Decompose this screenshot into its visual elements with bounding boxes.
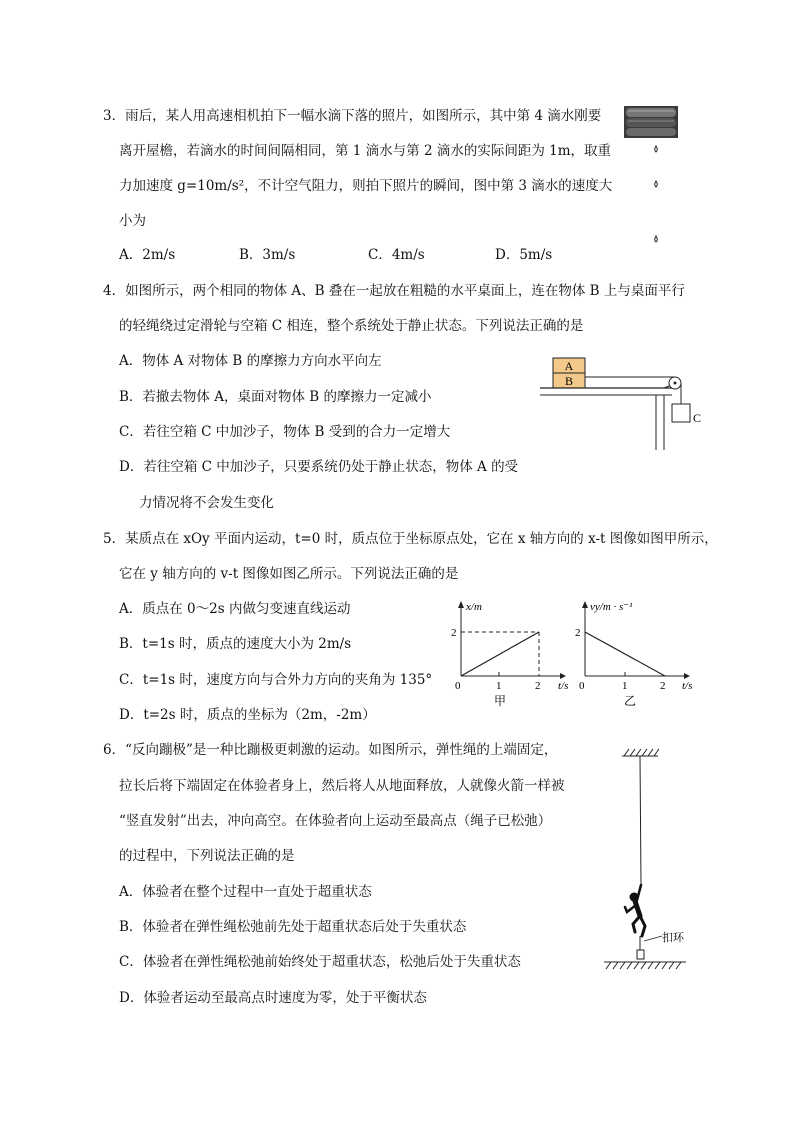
yi-data-line [585, 632, 665, 676]
q3-line-3: 力加速度 g=10m/s²，不计空气阻力，则拍下照片的瞬间，图中第 3 滴水的速度大 [119, 178, 613, 194]
q6-option-c: C．体验者在弹性绳松弛前始终处于超重状态，松弛后处于失重状态 [119, 954, 521, 970]
q4-line-1: 4．如图所示，两个相同的物体 A、B 叠在一起放在粗糙的水平桌面上，连在物体 B 上与桌面平行 [103, 283, 685, 299]
reverse-bungee-figure [600, 744, 692, 976]
q3-line-1: 3．雨后，某人用高速相机拍下一幅水滴下落的照片，如图所示，其中第 4 滴水刚要 [103, 108, 602, 124]
ground-hatch [604, 962, 686, 969]
buckle-pointer [644, 936, 662, 941]
q5-line-1: 5．某质点在 xOy 平面内运动，t=0 时，质点位于坐标原点处，它在 x 轴方向的 x-t 图像如图甲所示， [103, 531, 718, 547]
water-drop-figure [622, 104, 682, 250]
jia-ytick-2: 2 [451, 627, 457, 639]
q3-option-c: C．4m/s [368, 247, 425, 263]
jia-caption: 甲 [494, 694, 507, 708]
q4-option-a: A．物体 A 对物体 B 的摩擦力方向水平向左 [119, 353, 382, 369]
q5-option-a: A．质点在 0～2s 内做匀变速直线运动 [119, 601, 351, 617]
q5-option-c: C．t=1s 时，速度方向与合外力方向的夹角为 135° [119, 672, 433, 688]
yi-ylabel: vy/m · s⁻¹ [590, 601, 633, 613]
vt-graph-yi [572, 596, 702, 712]
jia-xtick-1: 1 [496, 680, 502, 692]
roof-tiles-image [624, 106, 678, 138]
q4-option-d-cont: 力情况将不会发生变化 [139, 495, 274, 511]
jia-origin: 0 [455, 680, 461, 692]
yi-xlabel: t/s [682, 680, 693, 692]
q3-option-b: B．3m/s [239, 247, 296, 263]
q6-option-b: B．体验者在弹性绳松弛前先处于超重状态后处于失重状态 [119, 919, 467, 935]
pulley-axle [674, 382, 677, 385]
q4-option-d: D．若往空箱 C 中加沙子，只要系统仍处于静止状态，物体 A 的受 [119, 459, 519, 475]
jumper-figure [625, 885, 645, 936]
q5-option-b: B．t=1s 时，质点的速度大小为 2m/s [119, 636, 352, 652]
q6-line-3: “竖直发射”出去，冲向高空。在体验者向上运动至最高点（绳子已松弛） [119, 813, 552, 829]
yi-xtick-1: 1 [622, 680, 628, 692]
q6-line-2: 拉长后将下端固定在体验者身上，然后将人从地面释放，人就像火箭一样被 [119, 778, 565, 794]
jia-data-line [461, 632, 539, 676]
box-c [672, 404, 690, 422]
q6-option-d: D．体验者运动至最高点时速度为零，处于平衡状态 [119, 990, 427, 1006]
q6-line-1: 6．“反向蹦极”是一种比蹦极更刺激的运动。如图所示，弹性绳的上端固定， [103, 742, 558, 758]
water-drop-3 [655, 236, 658, 242]
yi-x-arrow [684, 673, 690, 679]
q5-line-2: 它在 y 轴方向的 v-t 图像如图乙所示。下列说法正确的是 [119, 566, 459, 582]
yi-xtick-2: 2 [660, 680, 666, 692]
q3-option-d: D．5m/s [495, 247, 553, 263]
q4-line-2: 的轻绳绕过定滑轮与空箱 C 相连，整个系统处于静止状态。下列说法正确的是 [119, 318, 584, 334]
block-a-label: A [564, 359, 574, 373]
q4-option-c: C．若往空箱 C 中加沙子，物体 B 受到的合力一定增大 [119, 424, 451, 440]
buckle-ring [637, 950, 644, 959]
jia-xlabel: t/s [558, 680, 569, 692]
water-drop-1 [655, 146, 658, 152]
q6-option-a: A．体验者在整个过程中一直处于超重状态 [119, 884, 372, 900]
yi-ytick-2: 2 [575, 627, 581, 639]
jia-y-arrow [458, 601, 464, 608]
q3-line-2: 离开屋檐，若滴水的时间间隔相同，第 1 滴水与第 2 滴水的实际间距为 1m，取重 [119, 143, 612, 159]
yi-origin: 0 [579, 680, 585, 692]
jia-xtick-2: 2 [535, 680, 541, 692]
pulley-figure [538, 354, 708, 454]
q3-option-a: A．2m/s [119, 247, 176, 263]
yi-y-arrow [582, 601, 588, 608]
q4-option-b: B．若撤去物体 A，桌面对物体 B 的摩擦力一定减小 [119, 389, 432, 405]
q5-option-d: D．t=2s 时，质点的坐标为（2m，-2m） [119, 707, 376, 723]
yi-caption: 乙 [624, 694, 637, 708]
water-drop-2 [655, 181, 658, 187]
buckle-label: 扣环 [662, 932, 684, 944]
jia-ylabel: x/m [466, 601, 482, 613]
q6-line-4: 的过程中，下列说法正确的是 [119, 848, 295, 864]
q3-line-4: 小为 [119, 213, 146, 229]
xt-graph-jia [448, 596, 578, 712]
ceiling-hatch [622, 749, 659, 756]
elastic-cord [640, 756, 641, 884]
box-c-label: C [693, 411, 702, 425]
block-b-label: B [564, 374, 574, 388]
jia-x-arrow [560, 673, 566, 679]
